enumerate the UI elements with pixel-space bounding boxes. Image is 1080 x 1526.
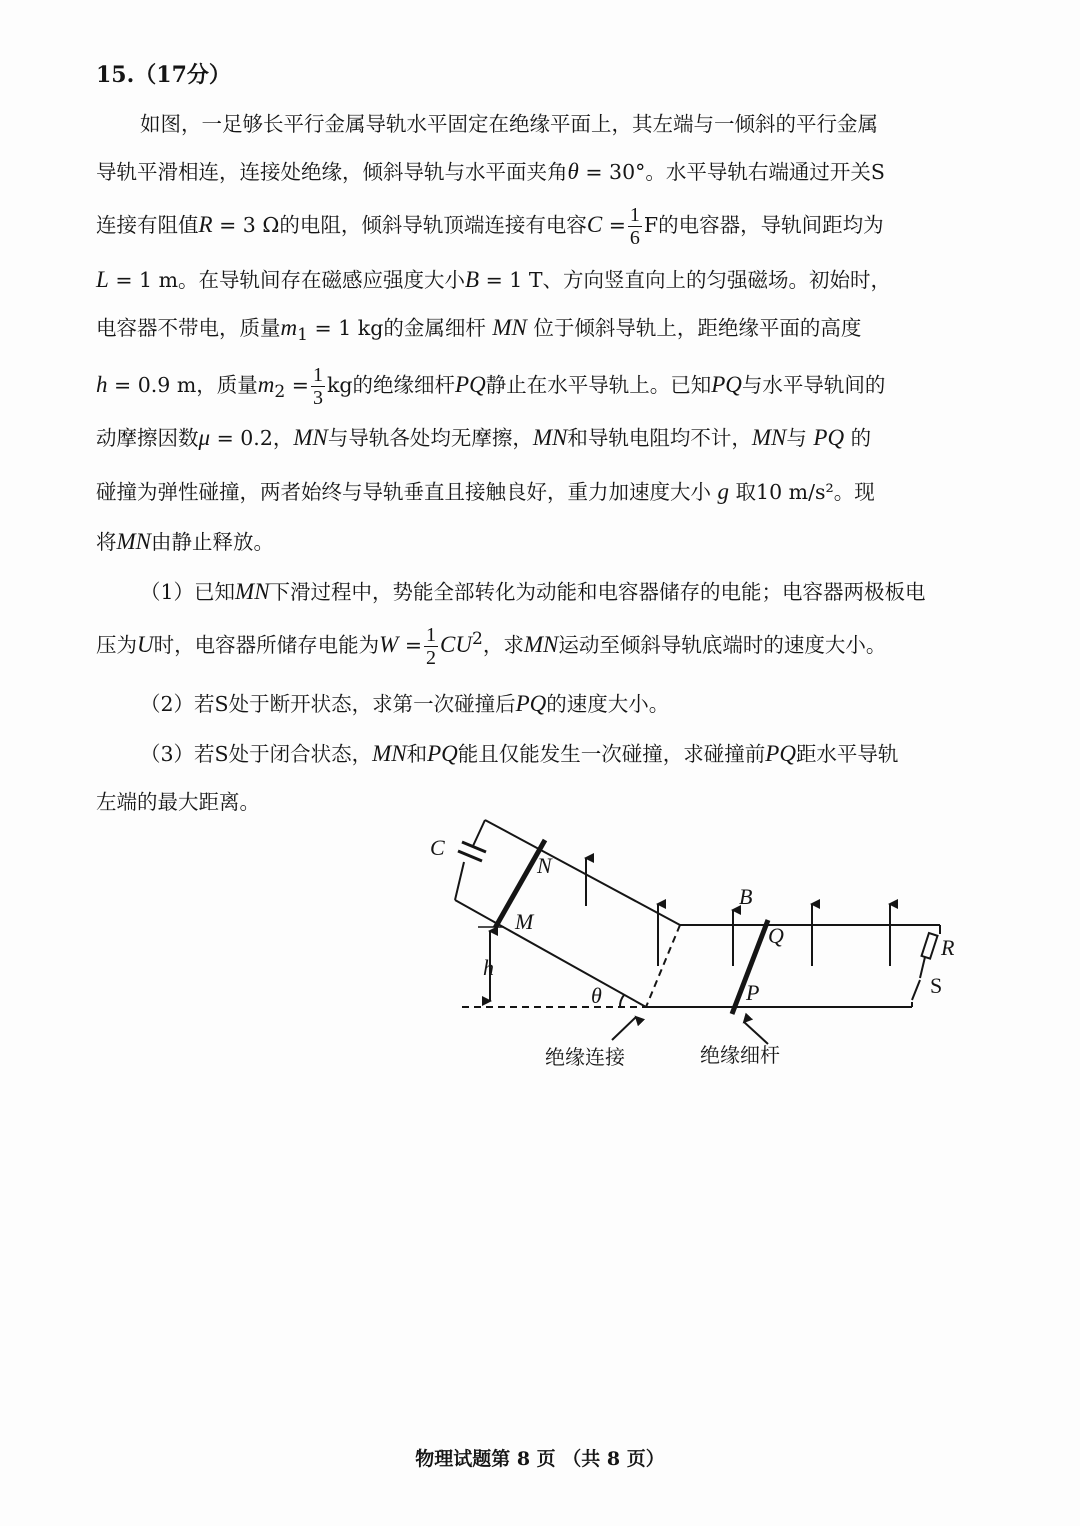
label-Q: Q — [768, 923, 784, 948]
question-number: 15.（17分） — [96, 62, 231, 88]
capacitor-wire-bottom — [455, 862, 464, 900]
text-line-4: L = 1 m。在导轨间存在磁感应强度大小B = 1 T、方向竖直向上的匀强磁场。初始时， — [96, 267, 892, 292]
capacitor-wire-top — [473, 820, 485, 846]
label-B: B — [739, 884, 753, 909]
text-line-9: 将MN由静止释放。 — [96, 529, 274, 554]
text-line-8: 碰撞为弹性碰撞，两者始终与导轨垂直且接触良好，重力加速度大小 g 取10 m/s²。现 — [96, 479, 875, 504]
pointer-insulated-rod — [744, 1022, 768, 1044]
caption-insulated-rod: 绝缘细杆 — [700, 1043, 780, 1067]
label-h: h — [483, 955, 494, 980]
inclined-rail-lower — [455, 900, 646, 1007]
part-3-line-1: （3）若S处于闭合状态，MN和PQ能且仅能发生一次碰撞，求碰撞前PQ距水平导轨 — [140, 741, 899, 766]
text-line-3: 连接有阻值R = 3 Ω的电阻，倾斜导轨顶端连接有电容C = $\frac{1}{6}$ F的电容器，导轨间距均为 — [96, 204, 884, 249]
right-wire-mid — [920, 957, 925, 978]
label-R: R — [941, 935, 955, 960]
capacitor-plate-2 — [458, 851, 482, 861]
angle-arc — [620, 995, 624, 1007]
text-line-7: 动摩擦因数μ = 0.2，MN与导轨各处均无摩擦，MN和导轨电阻均不计，MN与 PQ 的 — [96, 425, 872, 450]
resistor — [922, 933, 938, 959]
text-line-1: 如图，一足够长平行金属导轨水平固定在绝缘平面上，其左端与一倾斜的平行金属 — [140, 112, 878, 136]
text-line-6: h = 0.9 m，质量$m_2$ = $\frac{1}{3}$ kg的绝缘细杆PQ静止在水平导轨上。已知PQ与水平导轨间的 — [96, 364, 886, 409]
text-line-2: 导轨平滑相连，连接处绝缘，倾斜导轨与水平面夹角θ = 30°。水平导轨右端通过开关S — [96, 159, 885, 184]
text-line-5: 电容器不带电，质量$m_1 = 1$ kg的金属细杆 MN 位于倾斜导轨上，距绝缘平面的高度 — [96, 315, 862, 346]
label-C: C — [430, 835, 445, 860]
caption-insulated-joint: 绝缘连接 — [545, 1045, 625, 1069]
part-3-line-2: 左端的最大距离。 — [96, 790, 260, 814]
page-footer: 物理试题第 8 页 （共 8 页） — [415, 1448, 665, 1470]
label-M: M — [515, 909, 534, 934]
switch-blade — [912, 980, 920, 1000]
part-2: （2）若S处于断开状态，求第一次碰撞后PQ的速度大小。 — [140, 691, 670, 716]
insulated-joint-line — [646, 925, 680, 1007]
label-S: S — [930, 973, 943, 998]
part-1-line-1: （1）已知MN下滑过程中，势能全部转化为动能和电容器储存的电能；电容器两极板电 — [140, 579, 926, 604]
part-1-line-2: 压为U时，电容器所储存电能为W = $\frac{1}{2}$ $CU^2$，求MN运动至倾斜导轨底端时的速度大小。 — [96, 624, 887, 669]
label-N: N — [537, 853, 552, 878]
pointer-insulated-joint — [612, 1017, 636, 1040]
label-theta: θ — [591, 983, 602, 1008]
label-P: P — [746, 980, 760, 1005]
